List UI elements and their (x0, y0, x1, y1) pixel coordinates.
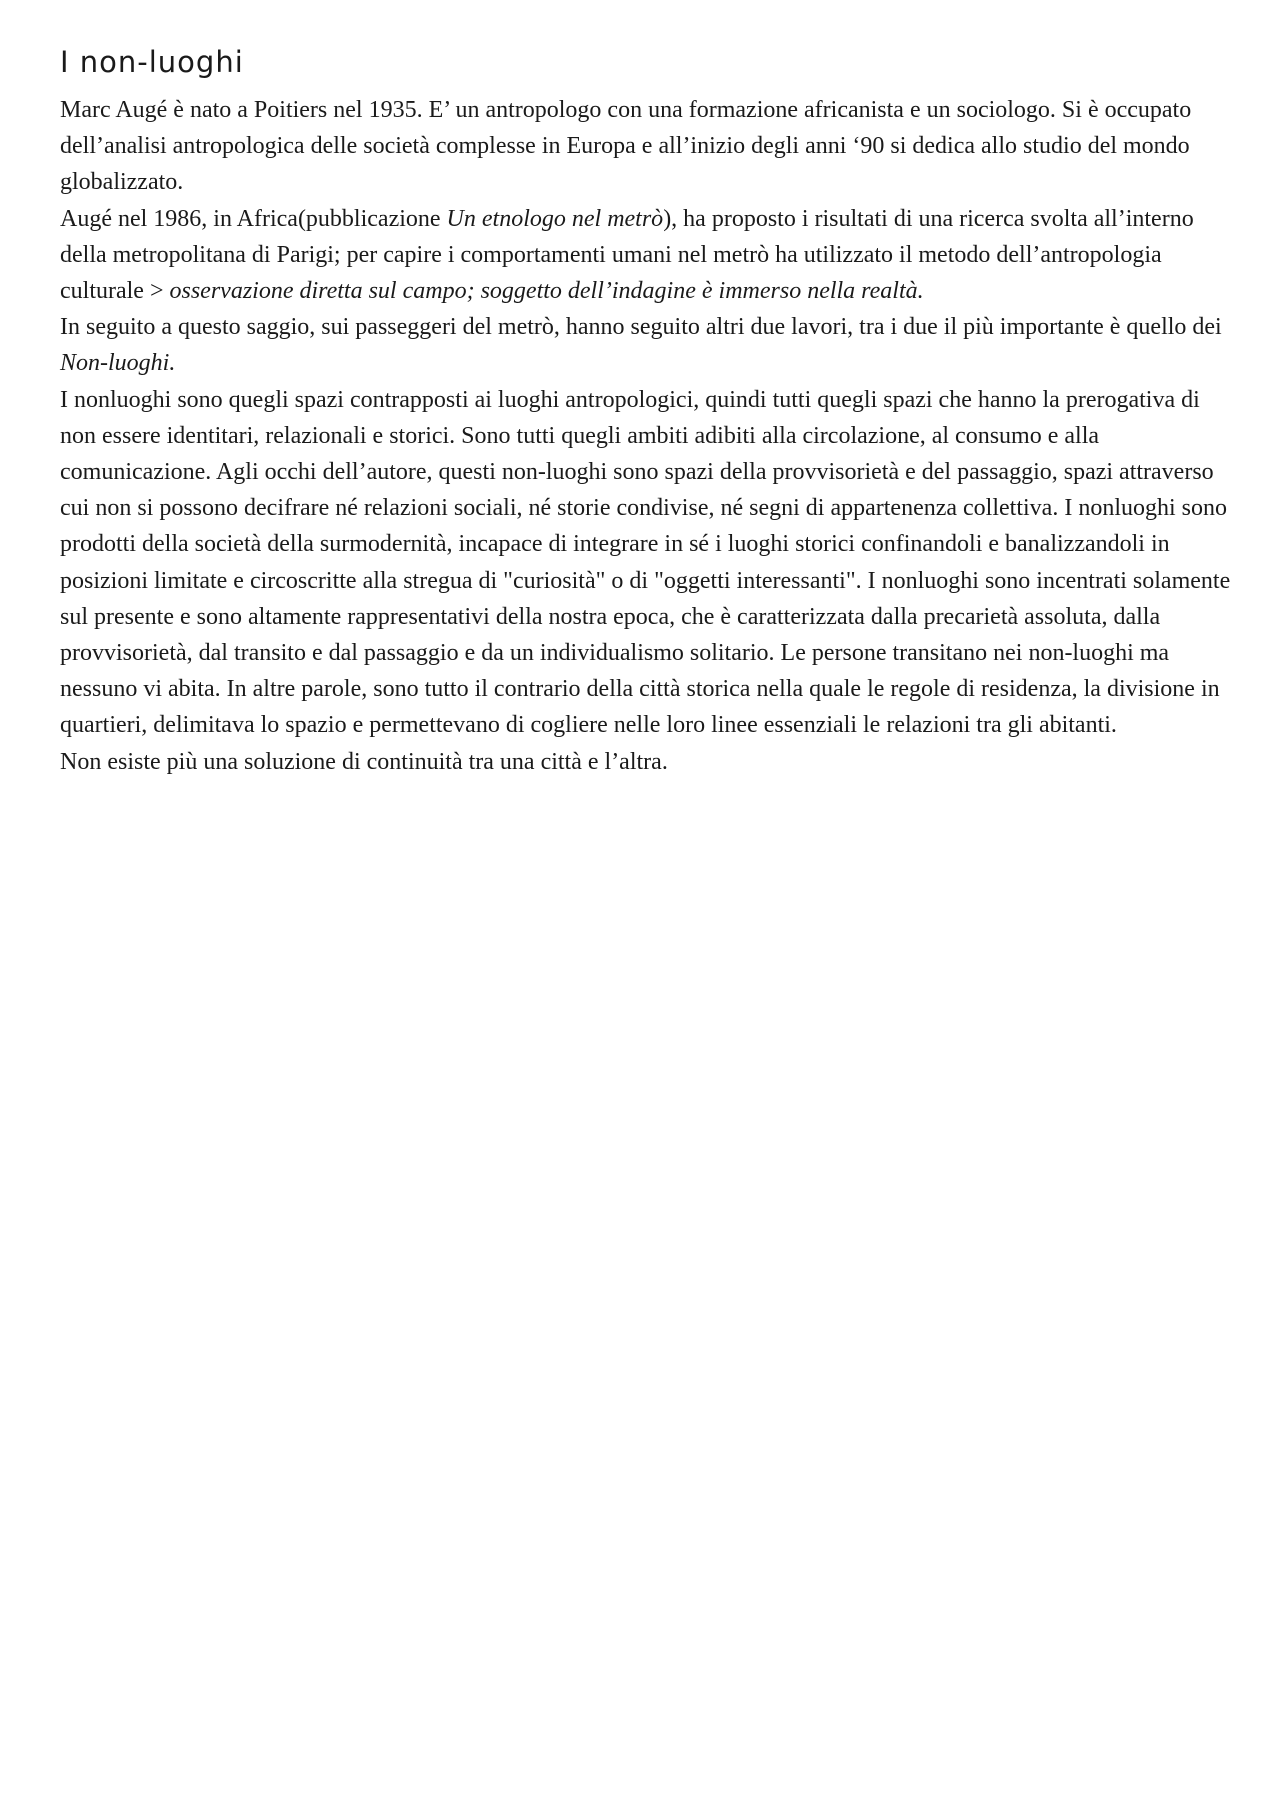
document-page (60, 42, 1240, 780)
paragraph-metro-research-intro: Augé nel 1986, in Africa(pubblicazione (60, 205, 447, 232)
paragraph-continuity: Non esiste più una soluzione di continuità tra una città e l’altra. (60, 748, 668, 775)
paragraph-following-works (60, 309, 1240, 381)
paragraph-metro-research-method: osservazione diretta sul campo; soggetto dell’indagine è immerso nella realtà. (169, 278, 924, 305)
paragraph-metro-research-middle: ), ha proposto i risultati di una ricerca svolta all’interno della metropolitana di Parigi; per capire i comportamenti umani nel metrò ha utilizzato il metodo dell’antropologia culturale > (60, 205, 1194, 305)
book-title-non-luoghi: Non-luoghi. (60, 350, 176, 377)
paragraph-following-works-text: In seguito a questo saggio, sui passeggeri del metrò, hanno seguito altri due lavori, tra i due il più importante è quello dei (60, 314, 1222, 341)
document-title: I non-luoghi (60, 45, 244, 79)
paragraph-metro-research (60, 201, 1240, 310)
document-body (60, 92, 1240, 780)
paragraph-nonluoghi-definition: I nonluoghi sono quegli spazi contrapposti ai luoghi antropologici, quindi tutti quegli spazi che hanno la prerogativa di non essere identitari, relazionali e storici. Sono tutti quegli ambiti adibiti alla circolazione, al consumo e alla comunicazione. Agli occhi dell’autore, questi non-luoghi sono spazi della provvisorietà e del passaggio, spazi attraverso cui non si possono decifrare né relazioni sociali, né storie condivise, né segni di appartenenza collettiva. I nonluoghi sono prodotti della società della surmodernità, incapace di integrare in sé i luoghi storici confinandoli e banalizzandoli in posizioni limitate e circoscritte alla stregua di "curiosità" o di "oggetti interessanti". I nonluoghi sono incentrati solamente sul presente e sono altamente rappresentativi della nostra epoca, che è caratterizzata dalla precarietà assoluta, dalla provvisorietà, dal transito e dal passaggio e da un individualismo solitario. Le persone transitano nei non-luoghi ma nessuno vi abita. In altre parole, sono tutto il contrario della città storica nella quale le regole di residenza, la divisione in quartieri, delimitava lo spazio e permettevano di cogliere nelle loro linee essenziali le relazioni tra gli abitanti. (60, 386, 1231, 739)
paragraph-biography: Marc Augé è nato a Poitiers nel 1935. E’ un antropologo con una formazione africanista e un sociologo. Si è occupato dell’analisi antropologica delle società complesse in Europa e all’inizio degli anni ‘90 si dedica allo studio del mondo globalizzato. (60, 97, 1192, 196)
book-title-etnologo: Un etnologo nel metrò (446, 205, 664, 232)
